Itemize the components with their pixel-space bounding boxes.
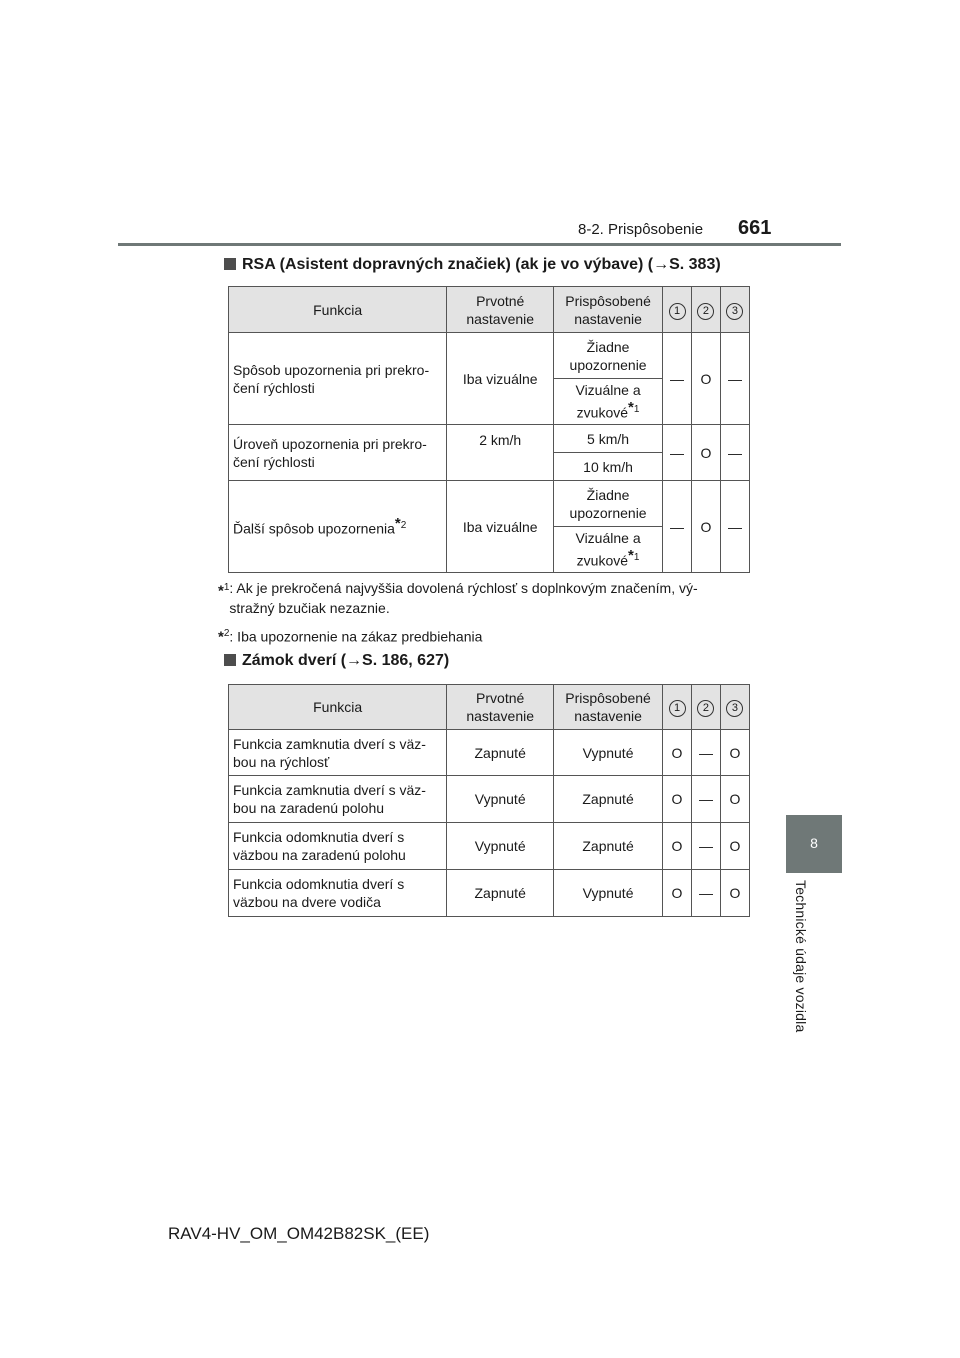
default-cell: Zapnuté <box>447 870 554 917</box>
footnote-star: * <box>218 628 224 646</box>
function-cell: Spôsob upozornenia pri prekro- čení rýchlosti <box>229 333 447 425</box>
section-lock-title: Zámok dverí (→S. 186, 627) <box>242 652 450 669</box>
rsa-settings-table <box>228 286 750 573</box>
circled-number-icon: 2 <box>697 700 714 717</box>
mark-cell: — <box>663 425 692 481</box>
footnote-number: 2 <box>223 628 230 639</box>
table-row <box>229 776 750 823</box>
default-cell: 2 km/h <box>447 425 554 481</box>
option-cell <box>554 527 663 573</box>
footnote-marker: *1 <box>628 399 640 417</box>
default-cell: Zapnuté <box>447 730 554 776</box>
mark-cell: — <box>720 333 749 425</box>
table-header-row <box>229 685 750 730</box>
section-rsa-title: RSA (Asistent dopravných značiek) (ak je vo výbave) (→S. 383) <box>242 256 721 273</box>
square-bullet-icon <box>224 654 236 666</box>
chapter-number: 8 <box>810 835 818 851</box>
mark-cell: — <box>691 823 720 870</box>
page-number: 661 <box>738 217 772 239</box>
function-cell: Funkcia zamknutia dverí s väz- bou na zaradenú polohu <box>229 776 447 823</box>
custom-cell: Zapnuté <box>554 823 663 870</box>
footnote-2 <box>218 624 758 648</box>
mark-cell: O <box>720 730 749 776</box>
mark-cell: — <box>691 870 720 917</box>
mark-cell: O <box>663 776 692 823</box>
mark-cell: O <box>720 823 749 870</box>
table-row <box>229 333 750 379</box>
col-mark-2 <box>691 287 720 333</box>
mark-cell: O <box>663 730 692 776</box>
custom-cell: Zapnuté <box>554 776 663 823</box>
mark-cell: O <box>720 776 749 823</box>
circled-number-icon: 1 <box>669 700 686 717</box>
option-cell: Žiadne upozornenie <box>554 481 663 527</box>
default-cell: Iba vizuálne <box>447 333 554 425</box>
mark-cell: O <box>691 425 720 481</box>
footnote-star: * <box>218 582 224 600</box>
mark-cell: — <box>720 481 749 573</box>
option-cell: 5 km/h <box>554 425 663 453</box>
custom-cell: Vypnuté <box>554 730 663 776</box>
default-cell: Vypnuté <box>447 823 554 870</box>
col-default: Prvotné nastavenie <box>447 287 554 333</box>
mark-cell: O <box>663 823 692 870</box>
option-cell: 10 km/h <box>554 453 663 481</box>
footnote-text: : Iba upozornenie na zákaz predbiehania <box>229 628 483 645</box>
circled-number-icon: 1 <box>669 303 686 320</box>
function-cell: Funkcia zamknutia dverí s väz- bou na rýchlosť <box>229 730 447 776</box>
mark-cell: — <box>720 425 749 481</box>
option-text: Vizuálne a zvukové <box>575 530 641 569</box>
col-custom: Prispôsobené nastavenie <box>554 287 663 333</box>
mark-cell: O <box>720 870 749 917</box>
square-bullet-icon <box>224 258 236 270</box>
chapter-title-vertical: Technické údaje vozidla <box>793 880 809 1033</box>
col-default: Prvotné nastavenie <box>447 685 554 730</box>
circled-number-icon: 3 <box>726 700 743 717</box>
table-row <box>229 730 750 776</box>
mark-cell: — <box>691 730 720 776</box>
col-mark-1 <box>663 685 692 730</box>
table-row <box>229 823 750 870</box>
document-code: RAV4-HV_OM_OM42B82SK_(EE) <box>168 1224 430 1243</box>
header-divider <box>118 243 841 246</box>
table-header-row <box>229 287 750 333</box>
option-cell: Žiadne upozornenie <box>554 333 663 379</box>
footnote-marker: *2 <box>394 515 407 533</box>
col-mark-2 <box>691 685 720 730</box>
header-section-title: 8-2. Prispôsobenie <box>578 221 704 238</box>
function-cell: Úroveň upozornenia pri prekro- čení rýchlosti <box>229 425 447 481</box>
circled-number-icon: 2 <box>697 303 714 320</box>
footnote-marker: *1 <box>628 547 640 565</box>
function-text: Ďalší spôsob upozornenia <box>233 520 395 537</box>
footnote-1 <box>218 578 758 618</box>
option-cell <box>554 379 663 425</box>
footnote-number: 1 <box>223 582 230 593</box>
chapter-tab <box>786 815 842 873</box>
col-function: Funkcia <box>229 685 447 730</box>
function-cell: Funkcia odomknutia dverí s väzbou na dvere vodiča <box>229 870 447 917</box>
table-row <box>229 481 750 527</box>
option-text: Vizuálne a zvukové <box>575 382 641 421</box>
circled-number-icon: 3 <box>726 303 743 320</box>
default-cell: Vypnuté <box>447 776 554 823</box>
col-custom: Prispôsobené nastavenie <box>554 685 663 730</box>
function-cell <box>229 481 447 573</box>
mark-cell: — <box>663 333 692 425</box>
door-lock-table <box>228 684 750 917</box>
mark-cell: O <box>691 333 720 425</box>
mark-cell: O <box>663 870 692 917</box>
section-rsa-heading <box>224 256 721 274</box>
mark-cell: O <box>691 481 720 573</box>
col-function: Funkcia <box>229 287 447 333</box>
function-cell: Funkcia odomknutia dverí s väzbou na zaradenú polohu <box>229 823 447 870</box>
col-mark-3 <box>720 287 749 333</box>
mark-cell: — <box>663 481 692 573</box>
mark-cell: — <box>691 776 720 823</box>
default-cell: Iba vizuálne <box>447 481 554 573</box>
col-mark-1 <box>663 287 692 333</box>
section-lock-heading <box>224 652 449 670</box>
footnote-text: : Ak je prekročená najvyššia dovolená rýchlosť s doplnkovým značením, vý- stražný bzučiak nezaznie. <box>229 580 698 616</box>
table-row <box>229 425 750 453</box>
col-mark-3 <box>720 685 749 730</box>
custom-cell: Vypnuté <box>554 870 663 917</box>
table-row <box>229 870 750 917</box>
